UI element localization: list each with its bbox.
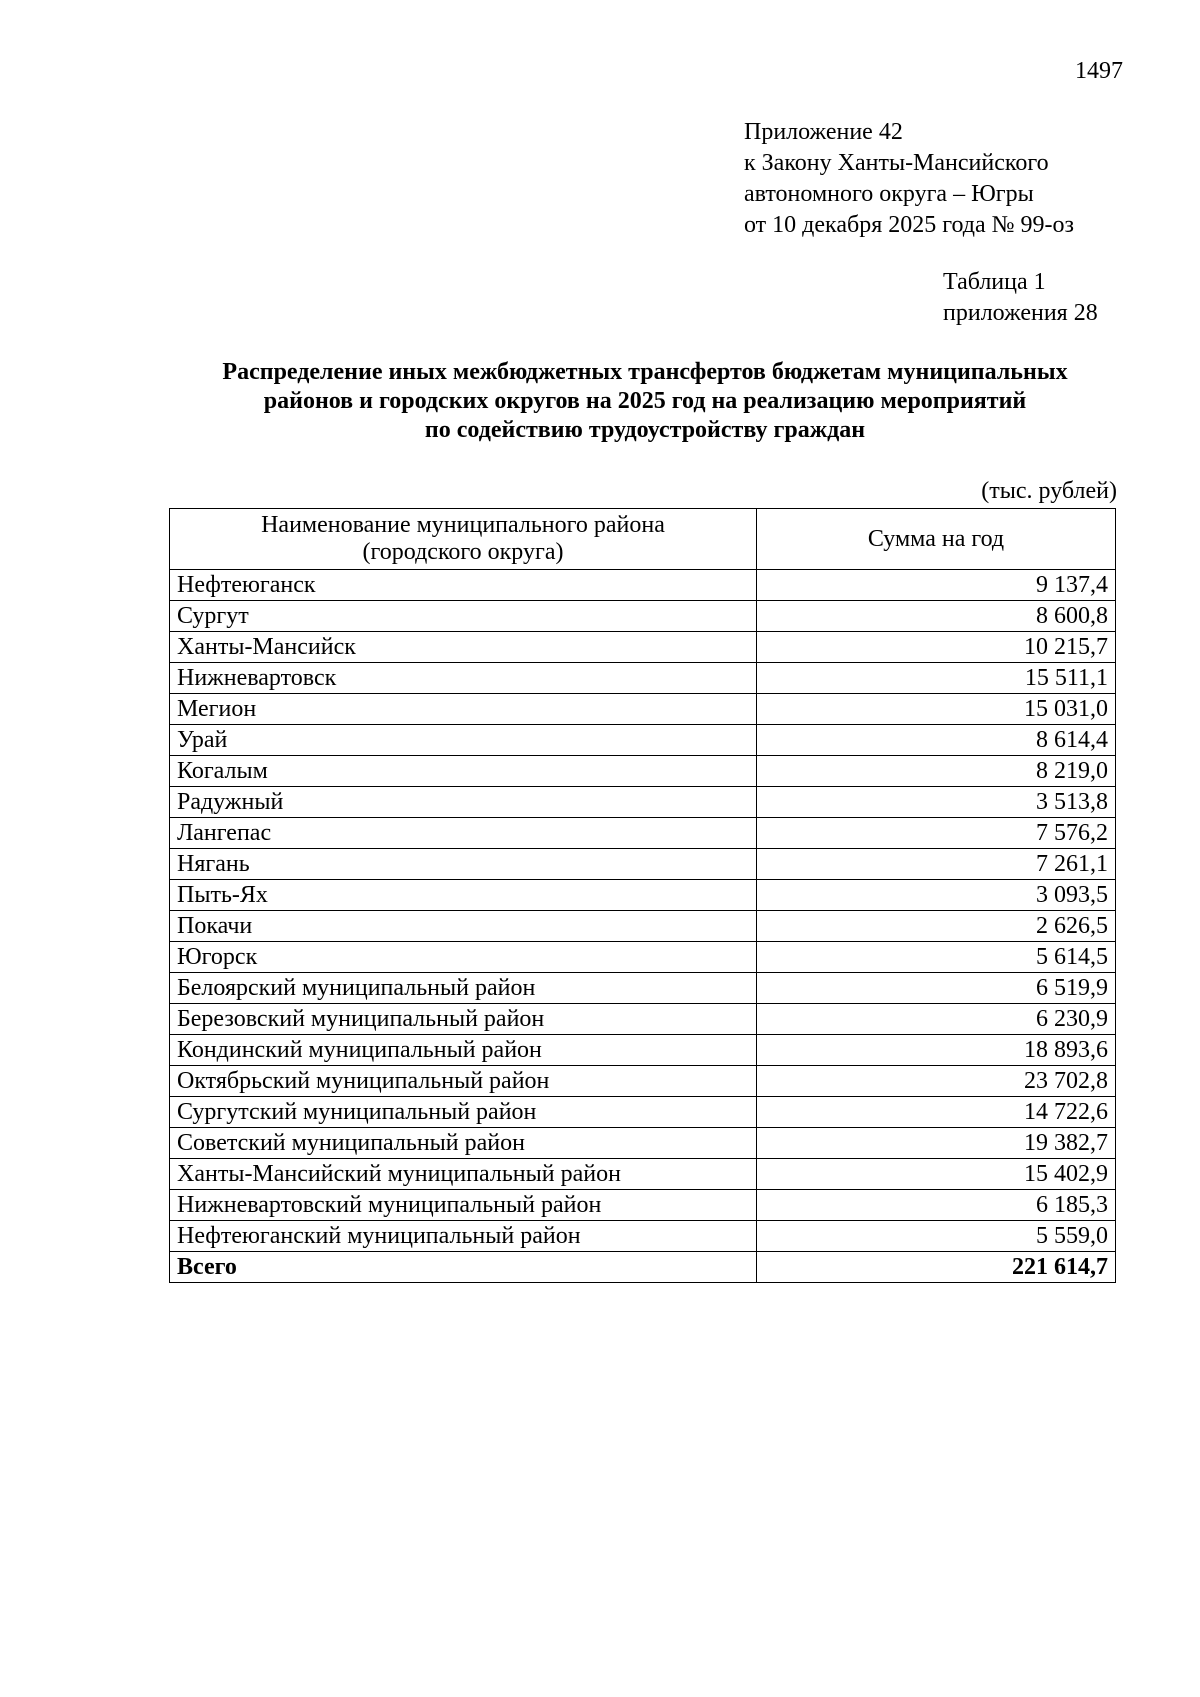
amount-cell: 3 513,8 [757,787,1116,818]
municipality-name-cell: Нягань [170,849,757,880]
table-row [170,973,1116,1004]
municipality-name-cell: Белоярский муниципальный район [170,973,757,1004]
amount-cell: 19 382,7 [757,1128,1116,1159]
header-amount-cell: Сумма на год [757,509,1116,570]
table-row [170,1035,1116,1066]
amount-cell: 23 702,8 [757,1066,1116,1097]
amount-cell: 6 230,9 [757,1004,1116,1035]
municipality-name-cell: Когалым [170,756,757,787]
table-row [170,756,1116,787]
municipality-name-cell: Сургутский муниципальный район [170,1097,757,1128]
municipality-name-cell: Пыть-Ях [170,880,757,911]
amount-cell: 2 626,5 [757,911,1116,942]
total-row [170,1252,1116,1283]
amount-cell: 7 576,2 [757,818,1116,849]
amount-cell: 18 893,6 [757,1035,1116,1066]
amount-cell: 7 261,1 [757,849,1116,880]
municipality-name-cell: Урай [170,725,757,756]
municipality-name-cell: Нижневартовский муниципальный район [170,1190,757,1221]
table-ref-line: Таблица 1 [943,269,1046,295]
table-row [170,570,1116,601]
document-title [120,358,1170,445]
municipality-name-cell: Кондинский муниципальный район [170,1035,757,1066]
amount-cell: 6 519,9 [757,973,1116,1004]
municipality-name-cell: Октябрьский муниципальный район [170,1066,757,1097]
table-reference [943,267,1098,329]
amount-cell: 15 511,1 [757,663,1116,694]
table-row [170,1221,1116,1252]
table-row [170,1128,1116,1159]
table-row [170,1097,1116,1128]
table-row [170,849,1116,880]
total-amount-cell: 221 614,7 [757,1252,1116,1283]
transfers-table [169,508,1116,1283]
municipality-name-cell: Югорск [170,942,757,973]
header-name-line1: Наименование муниципального района [261,512,665,538]
municipality-name-cell: Нефтеюганск [170,570,757,601]
municipality-name-cell: Радужный [170,787,757,818]
table-header-row [170,509,1116,570]
appendix-line: от 10 декабря 2025 года № 99-оз [744,212,1075,238]
municipality-name-cell: Советский муниципальный район [170,1128,757,1159]
page-number: 1497 [1075,58,1123,84]
table-row [170,663,1116,694]
table-body [170,570,1116,1283]
header-name-line2: (городского округа) [362,539,564,565]
table-row [170,1159,1116,1190]
table-row [170,787,1116,818]
amount-cell: 14 722,6 [757,1097,1116,1128]
table-row [170,818,1116,849]
amount-cell: 3 093,5 [757,880,1116,911]
title-line: по содействию трудоустройству граждан [424,417,866,443]
table-row [170,694,1116,725]
table-row [170,632,1116,663]
appendix-line: к Закону Ханты-Мансийского [744,150,1049,176]
amount-cell: 15 402,9 [757,1159,1116,1190]
appendix-line: автономного округа – Югры [744,181,1034,207]
table-row [170,1004,1116,1035]
title-line: районов и городских округов на 2025 год на реализацию мероприятий [263,388,1027,414]
header-name-cell [170,509,757,570]
amount-cell: 15 031,0 [757,694,1116,725]
table-row [170,1190,1116,1221]
table-row [170,601,1116,632]
municipality-name-cell: Ханты-Мансийский муниципальный район [170,1159,757,1190]
appendix-line: Приложение 42 [744,119,903,145]
municipality-name-cell: Покачи [170,911,757,942]
amount-cell: 10 215,7 [757,632,1116,663]
amount-cell: 8 219,0 [757,756,1116,787]
amount-cell: 5 559,0 [757,1221,1116,1252]
total-label-cell: Всего [170,1252,757,1283]
municipality-name-cell: Нефтеюганский муниципальный район [170,1221,757,1252]
table-row [170,725,1116,756]
municipality-name-cell: Ханты-Мансийск [170,632,757,663]
municipality-name-cell: Сургут [170,601,757,632]
amount-cell: 6 185,3 [757,1190,1116,1221]
amount-cell: 5 614,5 [757,942,1116,973]
amount-cell: 8 600,8 [757,601,1116,632]
table-row [170,911,1116,942]
municipality-name-cell: Мегион [170,694,757,725]
title-line: Распределение иных межбюджетных трансфертов бюджетам муниципальных [222,359,1068,385]
amount-cell: 8 614,4 [757,725,1116,756]
table-row [170,1066,1116,1097]
table-row [170,880,1116,911]
municipality-name-cell: Нижневартовск [170,663,757,694]
appendix-reference [744,117,1074,241]
units-label: (тыс. рублей) [981,478,1117,504]
table-ref-line: приложения 28 [943,300,1098,326]
table-row [170,942,1116,973]
municipality-name-cell: Березовский муниципальный район [170,1004,757,1035]
amount-cell: 9 137,4 [757,570,1116,601]
municipality-name-cell: Лангепас [170,818,757,849]
